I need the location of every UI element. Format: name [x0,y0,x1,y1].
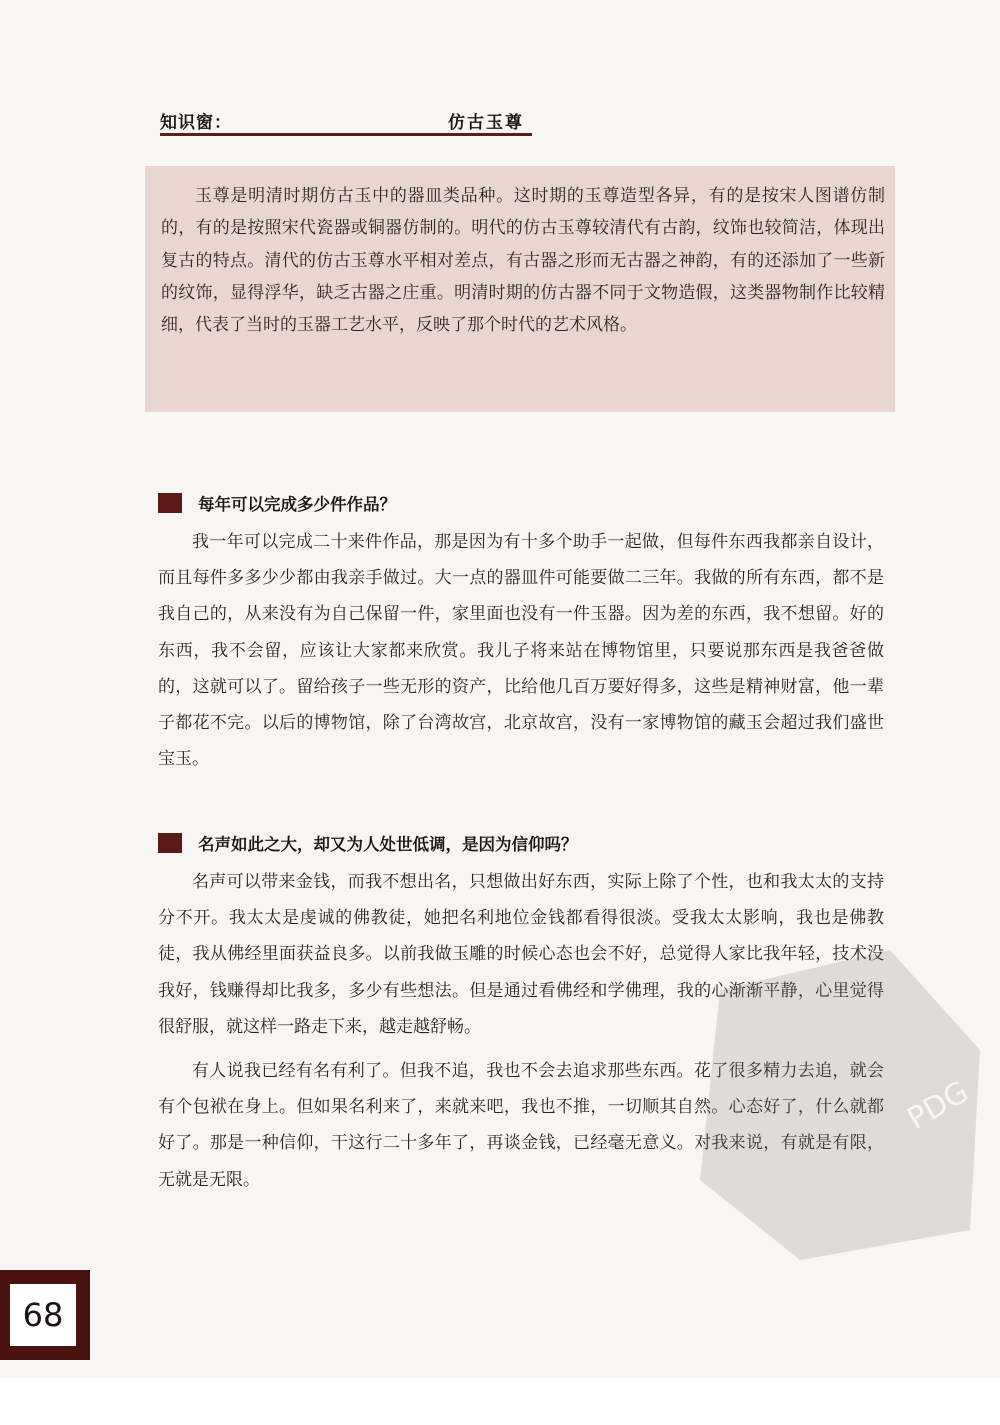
page-number: 68 [22,1296,64,1334]
answer-paragraph: 名声可以带来金钱，而我不想出名，只想做出好东西，实际上除了个性，也和我太太的支持分不开。我太太是虔诚的佛教徒，她把名利地位金钱都看得很淡。受我太太影响，我也是佛教徒，我从佛经里面获益良多。以前我做玉雕的时候心态也会不好，总觉得人家比我年轻，技术没我好，钱赚得却比我多，多少有些想法。但是通过看佛经和学佛理，我的心渐渐平静，心里觉得很舒服，就这样一路走下来，越走越舒畅。 [158,872,884,1037]
answer-paragraph: 我一年可以完成二十来件作品，那是因为有十多个助手一起做，但每件东西我都亲自设计，而且每件多多少少都由我亲手做过。大一点的器皿件可能要做二三年。我做的所有东西，都不是我自己的，从来没有为自己保留一件，家里面也没有一件玉器。因为差的东西，我不想留。好的东西，我不会留，应该让大家都来欣赏。我儿子将来站在博物馆里，只要说那东西是我爸爸做的，这就可以了。留给孩子一些无形的资产，比给他几百万要好得多，这些是精神财富，他一辈子都花不完。以后的博物馆，除了台湾故宫，北京故宫，没有一家博物馆的藏玉会超过我们盛世宝玉。 [158,532,884,770]
question-heading [158,830,888,858]
qa-section-faith [158,830,888,1198]
page-number-box [0,1270,90,1360]
question-heading [158,490,888,518]
knowledge-window-body: 玉尊是明清时期仿古玉中的器皿类品种。这时期的玉尊造型各异，有的是按宋人图谱仿制的，有的是按照宋代瓷器或铜器仿制的。明代的仿古玉尊较清代有古韵，纹饰也较简洁，体现出复古的特点。清代的仿古玉尊水平相对差点，有古器之形而无古器之神韵，有的还添加了一些新的纹饰，显得浮华，缺乏古器之庄重。明清时期的仿古器不同于文物造假，这类器物制作比较精细，代表了当时的玉器工艺水平，反映了那个时代的艺术风格。 [161,186,885,336]
question-text: 名声如此之大，却又为人处世低调，是因为信仰吗？ [198,835,578,854]
knowledge-window-title: 仿古玉尊 [448,113,524,133]
answer-paragraph: 有人说我已经有名有利了。但我不追，我也不会去追求那些东西。花了很多精力去追，就会有个包袱在身上。但如果名利来了，来就来吧，我也不推，一切顺其自然。心态好了，什么就都好了。那是一种信仰，干这行二十多年了，再谈金钱，已经毫无意义。对我来说，有就是有限，无就是无限。 [158,1061,884,1190]
qa-section-works-per-year [158,490,888,777]
header-rule [160,133,532,136]
square-bullet-icon [158,833,182,853]
square-bullet-icon [158,493,182,513]
knowledge-window-header [160,108,532,140]
bottom-margin [0,1378,1000,1425]
page-number-inner [10,1284,76,1346]
question-text: 每年可以完成多少件作品？ [198,495,396,514]
knowledge-window-label: 知识窗： [160,113,232,133]
